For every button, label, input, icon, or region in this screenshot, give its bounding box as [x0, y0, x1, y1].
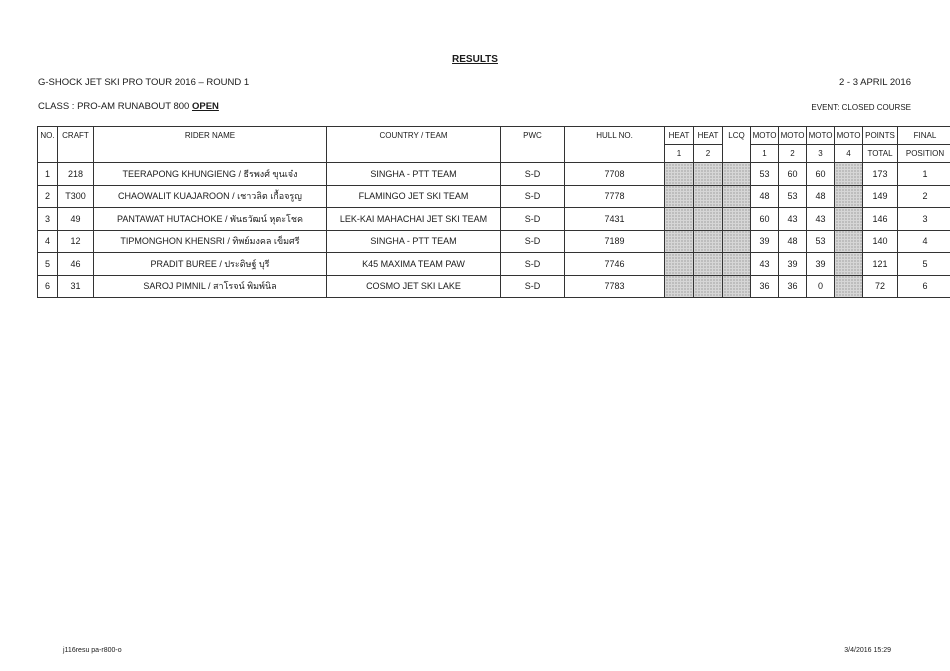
footer-code: j116resu pa-r800-o: [63, 647, 122, 654]
header-row-1: [38, 127, 950, 145]
cell-craft: 31: [58, 275, 94, 298]
col-moto-4-num: 4: [835, 145, 863, 163]
col-hull: HULL NO.: [565, 127, 665, 163]
col-lcq: LCQ: [723, 127, 751, 163]
cell-heat-1: [665, 275, 694, 298]
class-name: CLASS : PRO-AM RUNABOUT 800: [38, 101, 192, 112]
cell-pwc: S-D: [501, 163, 565, 186]
cell-no: 6: [38, 275, 58, 298]
cell-craft: 49: [58, 208, 94, 231]
cell-moto-4: [835, 208, 863, 231]
event-name: G-SHOCK JET SKI PRO TOUR 2016 – ROUND 1: [38, 77, 250, 88]
cell-craft: T300: [58, 185, 94, 208]
cell-moto-3: 53: [807, 230, 835, 253]
cell-moto-1: 39: [751, 230, 779, 253]
col-moto-1: MOTO: [751, 127, 779, 145]
cell-lcq: [723, 230, 751, 253]
cell-heat-2: [694, 253, 723, 276]
cell-moto-2: 43: [779, 208, 807, 231]
cell-heat-1: [665, 230, 694, 253]
footer-timestamp: 3/4/2016 15:29: [844, 647, 891, 654]
event-course: EVENT: CLOSED COURSE: [811, 103, 911, 112]
cell-hull: 7778: [565, 185, 665, 208]
col-pwc: PWC: [501, 127, 565, 163]
cell-no: 3: [38, 208, 58, 231]
col-moto-2-num: 2: [779, 145, 807, 163]
cell-lcq: [723, 275, 751, 298]
col-moto-4: MOTO: [835, 127, 863, 145]
cell-moto-1: 53: [751, 163, 779, 186]
cell-hull: 7431: [565, 208, 665, 231]
cell-total: 149: [863, 185, 898, 208]
cell-heat-2: [694, 185, 723, 208]
col-heat-2-num: 2: [694, 145, 723, 163]
table-row: [38, 163, 950, 186]
cell-team: SINGHA - PTT TEAM: [327, 230, 501, 253]
cell-rider: PANTAWAT HUTACHOKE / พันธวัฒน์ หุตะโชค: [94, 208, 327, 231]
cell-rider: SAROJ PIMNIL / สาโรจน์ พิมพ์นิล: [94, 275, 327, 298]
cell-lcq: [723, 185, 751, 208]
cell-position: 1: [898, 163, 950, 186]
cell-total: 140: [863, 230, 898, 253]
col-moto-2: MOTO: [779, 127, 807, 145]
class-label: [38, 101, 219, 112]
col-craft: CRAFT: [58, 127, 94, 163]
table-row: [38, 185, 950, 208]
col-heat-2: HEAT: [694, 127, 723, 145]
cell-total: 173: [863, 163, 898, 186]
cell-heat-2: [694, 163, 723, 186]
table-row: [38, 230, 950, 253]
col-moto-3: MOTO: [807, 127, 835, 145]
cell-hull: 7746: [565, 253, 665, 276]
col-position: POSITION: [898, 145, 950, 163]
cell-craft: 218: [58, 163, 94, 186]
cell-craft: 12: [58, 230, 94, 253]
cell-total: 146: [863, 208, 898, 231]
table-row: [38, 275, 950, 298]
cell-position: 2: [898, 185, 950, 208]
table-row: [38, 208, 950, 231]
cell-hull: 7189: [565, 230, 665, 253]
cell-heat-2: [694, 208, 723, 231]
cell-moto-3: 60: [807, 163, 835, 186]
cell-position: 5: [898, 253, 950, 276]
col-rider: RIDER NAME: [94, 127, 327, 163]
table-row: [38, 253, 950, 276]
cell-moto-1: 43: [751, 253, 779, 276]
cell-heat-1: [665, 185, 694, 208]
cell-heat-2: [694, 275, 723, 298]
cell-pwc: S-D: [501, 185, 565, 208]
cell-team: FLAMINGO JET SKI TEAM: [327, 185, 501, 208]
col-total: TOTAL: [863, 145, 898, 163]
cell-lcq: [723, 208, 751, 231]
cell-no: 2: [38, 185, 58, 208]
cell-moto-2: 48: [779, 230, 807, 253]
cell-team: SINGHA - PTT TEAM: [327, 163, 501, 186]
cell-moto-4: [835, 230, 863, 253]
cell-heat-2: [694, 230, 723, 253]
cell-no: 5: [38, 253, 58, 276]
cell-pwc: S-D: [501, 208, 565, 231]
class-open: OPEN: [191, 101, 219, 112]
page-title: RESULTS: [452, 54, 498, 65]
cell-team: LEK-KAI MAHACHAI JET SKI TEAM: [327, 208, 501, 231]
cell-pwc: S-D: [501, 275, 565, 298]
cell-position: 4: [898, 230, 950, 253]
cell-craft: 46: [58, 253, 94, 276]
cell-pwc: S-D: [501, 253, 565, 276]
col-no: NO.: [38, 127, 58, 163]
cell-rider: PRADIT BUREE / ประดิษฐ์ บุรี: [94, 253, 327, 276]
cell-moto-1: 48: [751, 185, 779, 208]
cell-moto-2: 53: [779, 185, 807, 208]
cell-team: K45 MAXIMA TEAM PAW: [327, 253, 501, 276]
cell-heat-1: [665, 163, 694, 186]
cell-moto-3: 43: [807, 208, 835, 231]
col-final: FINAL: [898, 127, 950, 145]
cell-moto-2: 60: [779, 163, 807, 186]
cell-moto-1: 36: [751, 275, 779, 298]
cell-position: 6: [898, 275, 950, 298]
cell-rider: CHAOWALIT KUAJAROON / เชาวลิต เกื้อจรูญ: [94, 185, 327, 208]
col-moto-1-num: 1: [751, 145, 779, 163]
col-heat-1-num: 1: [665, 145, 694, 163]
cell-moto-1: 60: [751, 208, 779, 231]
cell-moto-3: 0: [807, 275, 835, 298]
event-dates: 2 - 3 APRIL 2016: [838, 77, 911, 88]
cell-moto-3: 48: [807, 185, 835, 208]
cell-no: 1: [38, 163, 58, 186]
cell-position: 3: [898, 208, 950, 231]
cell-total: 121: [863, 253, 898, 276]
cell-moto-4: [835, 253, 863, 276]
cell-heat-1: [665, 253, 694, 276]
cell-heat-1: [665, 208, 694, 231]
results-table: [37, 126, 950, 298]
cell-lcq: [723, 163, 751, 186]
cell-total: 72: [863, 275, 898, 298]
cell-rider: TEERAPONG KHUNGIENG / ธีรพงศ์ ขุนเจ๋ง: [94, 163, 327, 186]
cell-moto-3: 39: [807, 253, 835, 276]
col-team: COUNTRY / TEAM: [327, 127, 501, 163]
cell-lcq: [723, 253, 751, 276]
cell-hull: 7708: [565, 163, 665, 186]
cell-rider: TIPMONGHON KHENSRI / ทิพย์มงคล เข็มศรี: [94, 230, 327, 253]
cell-moto-2: 39: [779, 253, 807, 276]
col-points: POINTS: [863, 127, 898, 145]
cell-pwc: S-D: [501, 230, 565, 253]
cell-team: COSMO JET SKI LAKE: [327, 275, 501, 298]
cell-hull: 7783: [565, 275, 665, 298]
col-moto-3-num: 3: [807, 145, 835, 163]
cell-moto-4: [835, 275, 863, 298]
cell-moto-4: [835, 163, 863, 186]
col-heat-1: HEAT: [665, 127, 694, 145]
cell-moto-2: 36: [779, 275, 807, 298]
cell-moto-4: [835, 185, 863, 208]
cell-no: 4: [38, 230, 58, 253]
